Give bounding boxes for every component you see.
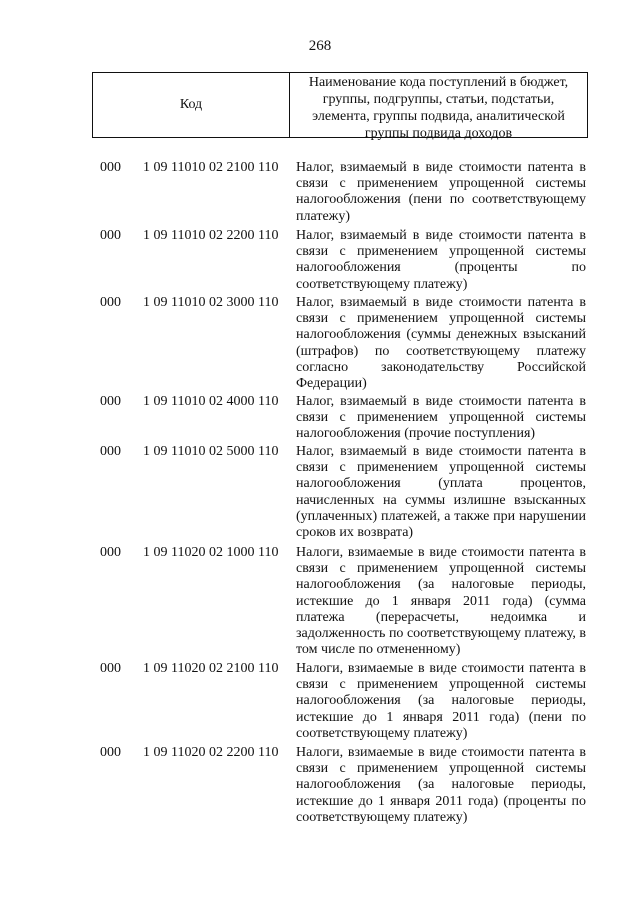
income-description: Налог, взимаемый в виде стоимости патента в связи с применением упрощенной системы налогообложения (уплата процентов, начисленных на суммы излишне взысканных (уплаченных) платежей, а также при нарушении сроков их возврата) bbox=[296, 444, 586, 541]
admin-code: 000 bbox=[100, 394, 121, 409]
income-code: 1 09 11010 02 5000 110 bbox=[143, 444, 279, 459]
income-code: 1 09 11010 02 2100 110 bbox=[143, 160, 279, 175]
admin-code: 000 bbox=[100, 545, 121, 560]
admin-code: 000 bbox=[100, 295, 121, 310]
income-description: Налог, взимаемый в виде стоимости патента в связи с применением упрощенной системы налогообложения (пени по соответствующему платежу) bbox=[296, 160, 586, 224]
admin-code: 000 bbox=[100, 228, 121, 243]
header-code-label: Код bbox=[93, 73, 290, 137]
income-description: Налоги, взимаемые в виде стоимости патента в связи с применением упрощенной системы налогообложения (за налоговые периоды, истекшие до 1 января 2011 года) (пени по соответствующему платежу) bbox=[296, 661, 586, 741]
income-code: 1 09 11020 02 2200 110 bbox=[143, 745, 279, 760]
income-description: Налоги, взимаемые в виде стоимости патента в связи с применением упрощенной системы налогообложения (за налоговые периоды, истекшие до 1 января 2011 года) (сумма платежа (перерасчеты, недоимка и задолженность по соответствующему платежу, в том числе по отмененному) bbox=[296, 545, 586, 658]
admin-code: 000 bbox=[100, 745, 121, 760]
income-description: Налог, взимаемый в виде стоимости патента в связи с применением упрощенной системы налогообложения (суммы денежных взысканий (штрафов) по соответствующему платежу согласно законодательству Российской Федерации) bbox=[296, 295, 586, 392]
income-code: 1 09 11020 02 2100 110 bbox=[143, 661, 279, 676]
table-header bbox=[92, 72, 588, 141]
income-code: 1 09 11010 02 3000 110 bbox=[143, 295, 279, 310]
income-code: 1 09 11020 02 1000 110 bbox=[143, 545, 279, 560]
income-code: 1 09 11010 02 4000 110 bbox=[143, 394, 279, 409]
income-description: Налоги, взимаемые в виде стоимости патента в связи с применением упрощенной системы налогообложения (за налоговые периоды, истекшие до 1 января 2011 года) (проценты по соответствующему платежу) bbox=[296, 745, 586, 825]
income-description: Налог, взимаемый в виде стоимости патента в связи с применением упрощенной системы налогообложения (проценты по соответствующему платежу) bbox=[296, 228, 586, 292]
page-number: 268 bbox=[308, 38, 332, 54]
admin-code: 000 bbox=[100, 160, 121, 175]
income-description: Налог, взимаемый в виде стоимости патента в связи с применением упрощенной системы налогообложения (прочие поступления) bbox=[296, 394, 586, 442]
admin-code: 000 bbox=[100, 661, 121, 676]
admin-code: 000 bbox=[100, 444, 121, 459]
header-name-label: Наименование кода поступлений в бюджет, группы, подгруппы, статьи, подстатьи, элемента, группы подвида, аналитической группы подвида доходов bbox=[308, 75, 569, 141]
income-code: 1 09 11010 02 2200 110 bbox=[143, 228, 279, 243]
